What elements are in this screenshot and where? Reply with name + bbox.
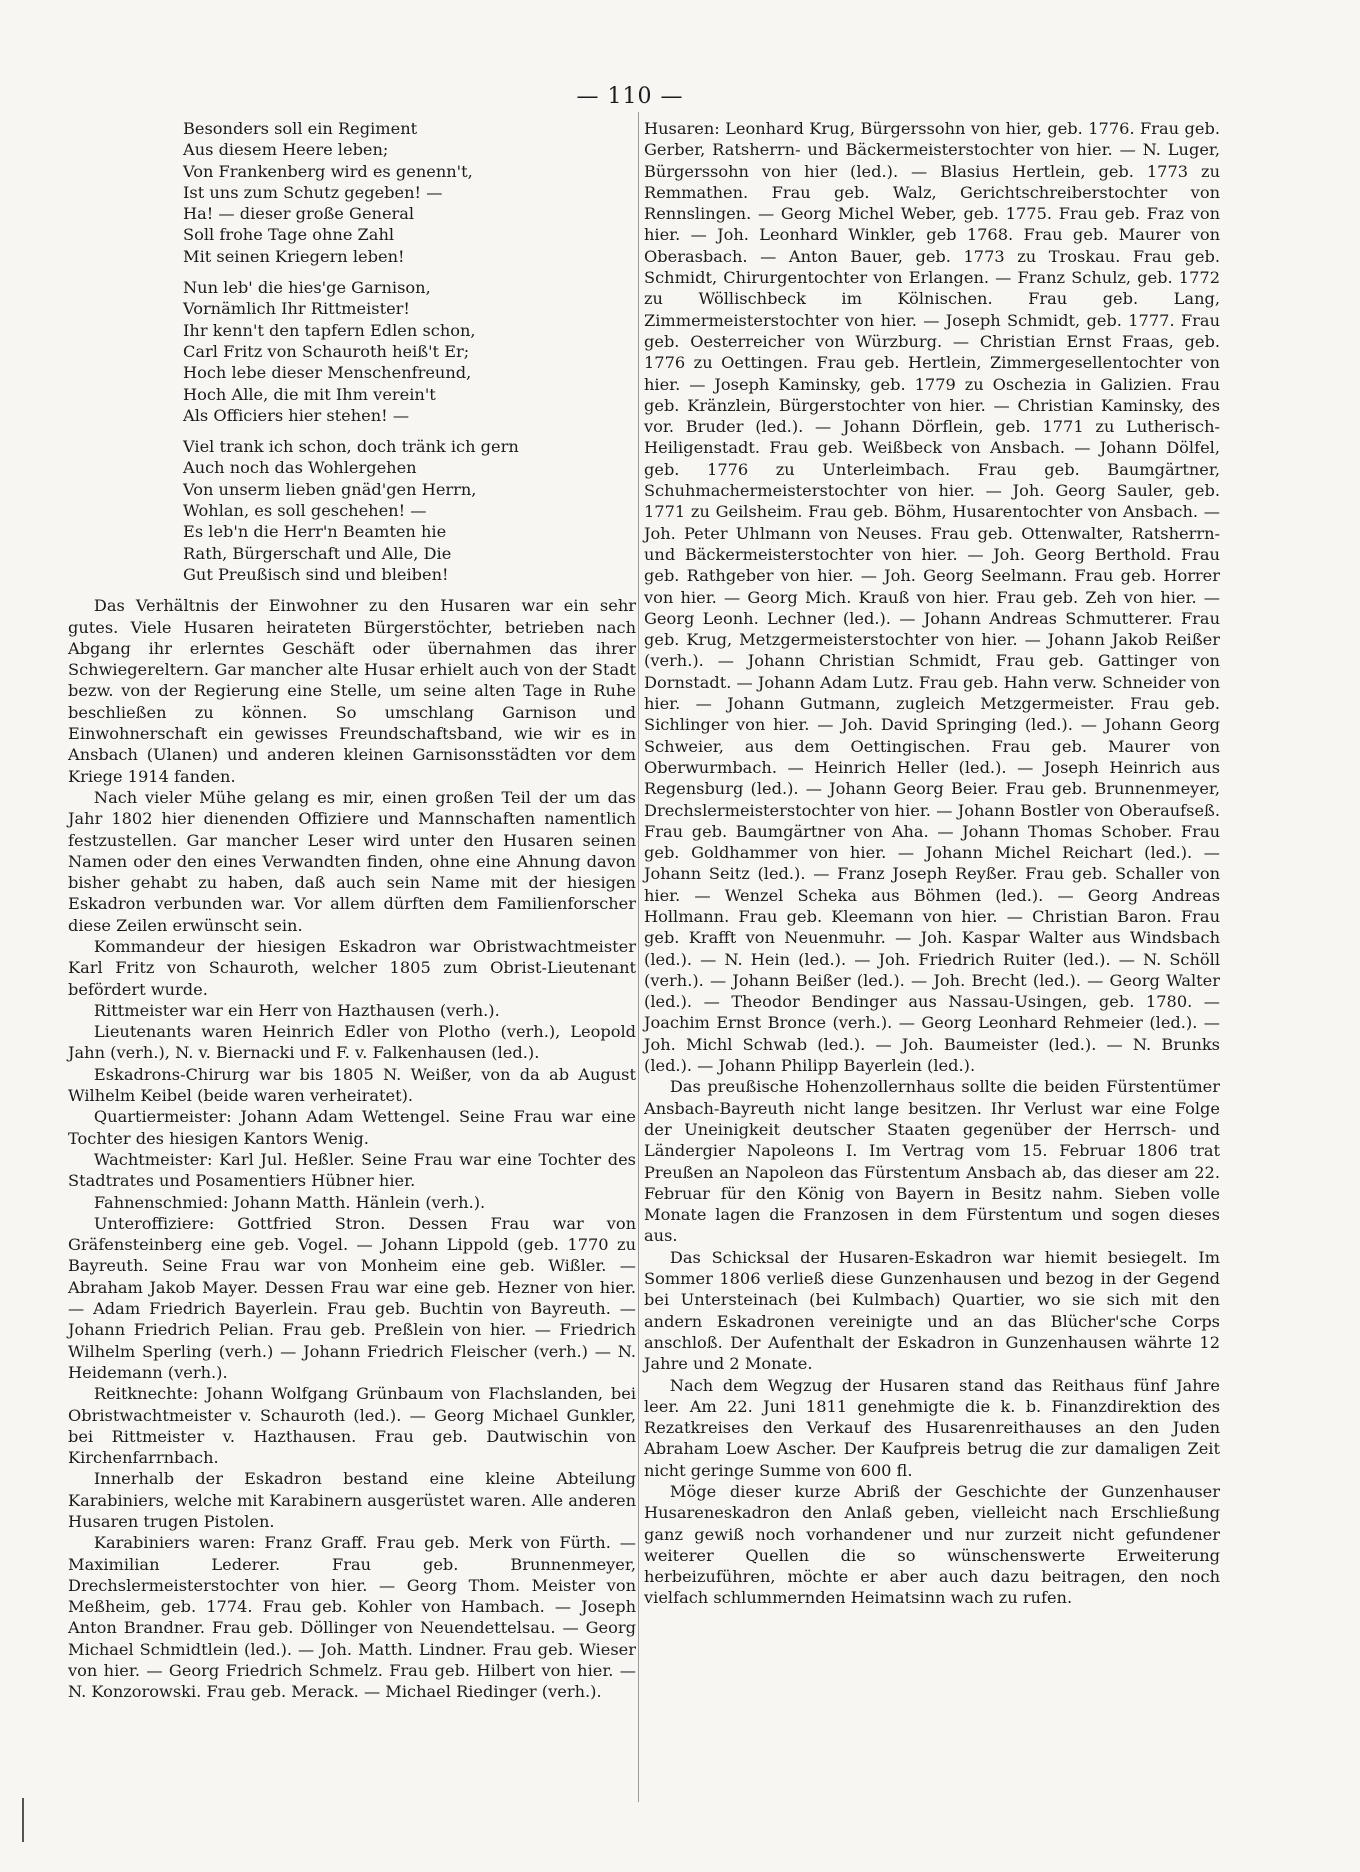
paragraph: Das preußische Hohenzollernhaus sollte die beiden Fürstentümer Ansbach-Bayreuth nicht lange besitzen. Ihr Verlust war eine Folge der Uneinigkeit deutscher Staaten gegenüber der Herrsch- und Ländergier Napoleons I. Im Vertrag vom 15. Februar 1806 trat Preußen an Napoleon das Fürstentum Ansbach ab, das dieser am 22. Februar für den König von Bayern in Besitz nahm. Sieben volle Monate lagen die Franzosen in dem Fürstentum und sogen dieses aus. xyxy=(644,1077,1220,1246)
poem-line: Ha! — dieser große General xyxy=(183,204,415,224)
poem-line: Gut Preußisch sind und bleiben! xyxy=(183,564,449,584)
poem-line: Soll frohe Tage ohne Zahl xyxy=(183,225,395,245)
paragraph: Wachtmeister: Karl Jul. Heßler. Seine Frau war eine Tochter des Stadtrates und Posamentiers Hübner hier. xyxy=(68,1149,636,1191)
paragraph: Husaren: Leonhard Krug, Bürgerssohn von hier, geb. 1776. Frau geb. Gerber, Ratsherrn- und Bäckermeisterstochter von hier. — N. Luger, Bürgerssohn von hier (led.). — Blasius Hertlein, geb. 1773 zu Remmathen. Frau geb. Walz, Gerichtschreiberstochter von Rennslingen. — Georg Michel Weber, geb. 1775. Frau geb. Fraz von hier. — Joh. Leonhard Winkler, geb 1768. Frau geb. Maurer von Oberasbach. — Anton Bauer, geb. 1773 zu Troskau. Frau geb. Schmidt, Chirurgentochter von Erlangen. — Franz Schulz, geb. 1772 zu Wöllischbeck im Kölnischen. Frau geb. Lang, Zimmermeisterstochter von hier. — Joseph Schmidt, geb. 1777. Frau geb. Oesterreicher von Würzburg. — Christian Ernst Fraas, geb. 1776 zu Oettingen. Frau geb. Hertlein, Zimmergesellentochter von hier. — Joseph Kaminsky, geb. 1779 zu Oschezia in Galizien. Frau geb. Kränzlein, Bürgerstochter von hier. — Christian Kaminsky, des vor. Bruder (led.). — Johann Dörflein, geb. 1771 zu Lutherisch-Heiligenstadt. Frau geb. Weißbeck von Ansbach. — Johann Dölfel, geb. 1776 zu Unterleimbach. Frau geb. Baumgärtner, Schuhmachermeisterstochter von hier. — Joh. Georg Sauler, geb. 1771 zu Geilsheim. Frau geb. Böhm, Husarentochter von Ansbach. — Joh. Peter Uhlmann von Neuses. Frau geb. Ottenwalter, Ratsherrn- und Bäckermeisterstochter von hier. — Joh. Georg Berthold. Frau geb. Rathgeber von hier. — Joh. Georg Seelmann. Frau geb. Horrer von hier. — Georg Mich. Krauß von hier. Frau geb. Zeh von hier. — Georg Leonh. Lechner (led.). — Johann Andreas Schmutterer. Frau geb. Krug, Metzgermeisterstochter von hier. — Johann Jakob Reißer (verh.). — Johann Christian Schmidt, Frau geb. Gattinger von Dornstadt. — Johann Adam Lutz. Frau geb. Hahn verw. Schneider von hier. — Johann Gutmann, zugleich Metzgermeister. Frau geb. Sichlinger von hier. — Joh. David Springing (led.). — Johann Georg Schweier, aus dem Oettingischen. Frau geb. Maurer von Oberwurmbach. — Heinrich Heller (led.). — Joseph Heinrich aus Regensburg (led.). — Johann Georg Beier. Frau geb. Brunnenmeyer, Drechslermeisterstochter von hier. — Johann Bostler von Oberaufseß. Frau geb. Baumgärtner von Aha. — Johann Thomas Schober. Frau geb. Goldhammer von hier. — Johann Michel Reichart (led.). — Johann Seitz (led.). — Franz Joseph Reyßer. Frau geb. Schaller von hier. — Wenzel Scheka aus Böhmen (led.). — Georg Andreas Hollmann. Frau geb. Kleemann von hier. — Christian Baron. Frau geb. Krafft von Neuenmuhr. — Joh. Kaspar Walter aus Windsbach (led.). — N. Hein (led.). — Joh. Friedrich Ruiter (led.). — N. Schöll (verh.). — Johann Beißer (led.). — Joh. Brecht (led.). — Georg Walter (led.). — Theodor Bendinger aus Nassau-Usingen, geb. 1780. — Joachim Ernst Bronce (verh.). — Georg Leonhard Rehmeier (led.). — Joh. Michl Schwab (led.). — Joh. Baumeister (led.). — N. Brunks (led.). — Johann Philipp Bayerlein (led.). xyxy=(644,119,1220,1076)
left-column xyxy=(68,118,636,1703)
paragraph: Kommandeur der hiesigen Eskadron war Obristwachtmeister Karl Fritz von Schauroth, welcher 1805 zum Obrist-Lieutenant befördert wurde. xyxy=(68,936,636,999)
paragraph: Quartiermeister: Johann Adam Wettengel. Seine Frau war eine Tochter des hiesigen Kantors Wenig. xyxy=(68,1107,636,1148)
paragraph: Lieutenants waren Heinrich Edler von Plotho (verh.), Leopold Jahn (verh.), N. v. Biernacki und F. v. Falkenhausen (led.). xyxy=(68,1022,636,1063)
poem-line: Viel trank ich schon, doch tränk ich gern xyxy=(183,437,519,457)
paragraph: Das Verhältnis der Einwohner zu den Husaren war ein sehr gutes. Viele Husaren heirateten Bürgerstöchter, betrieben nach Abgang ihr erlerntes Geschäft oder übernahmen das ihrer Schwiegereltern. Gar mancher alte Husar erhielt auch von der Stadt bezw. von der Regierung eine Stelle, um seine alten Tage in Ruhe beschließen zu können. So umschlang Garnison und Einwohnerschaft ein gewisses Freundschaftsband, wie wir es in Ansbach (Ulanen) und anderen kleinen Garnisonsstädten vor dem Kriege 1914 fanden. xyxy=(68,596,636,786)
poem-line: Ihr kenn't den tapfern Edlen schon, xyxy=(183,320,476,340)
poem-line: Rath, Bürgerschaft und Alle, Die xyxy=(183,543,452,563)
poem-line: Besonders soll ein Regiment xyxy=(183,119,418,138)
paragraph: Karabiniers waren: Franz Graff. Frau geb. Merk von Fürth. — Maximilian Lederer. Frau geb. Brunnenmeyer, Drechslermeisterstochter von hier. — Georg Thom. Meister von Meßheim, geb. 1774. Frau geb. Kohler von Hambach. — Joseph Anton Brandner. Frau geb. Döllinger von Neuendettelsau. — Georg Michael Schmidtlein (led.). — Joh. Matth. Lindner. Frau geb. Wieser von hier. — Georg Friedrich Schmelz. Frau geb. Hilbert von hier. — N. Konzorowski. Frau geb. Merack. — Michael Riedinger (verh.). xyxy=(68,1533,636,1702)
page-number: — 110 — xyxy=(576,84,684,109)
paragraph: Das Schicksal der Husaren-Eskadron war hiemit besiegelt. Im Sommer 1806 verließ diese Gunzenhausen und bezog in der Gegend bei Untersteinach (bei Kulmbach) Quartier, wo sie sich mit den andern Eskadronen vereinigte und an das Blücher'sche Corps anschloß. Der Aufenthalt der Eskadron in Gunzenhausen währte 12 Jahre und 2 Monate. xyxy=(644,1247,1220,1374)
poem-line: Mit seinen Kriegern leben! xyxy=(183,246,405,266)
poem-line: Als Officiers hier stehen! — xyxy=(183,405,410,425)
poem-stanza xyxy=(183,118,636,267)
poem-line: Es leb'n die Herr'n Beamten hie xyxy=(183,522,447,542)
poem-line: Wohlan, es soll geschehen! — xyxy=(183,501,427,521)
poem-line: Ist uns zum Schutz gegeben! — xyxy=(183,182,443,202)
poem xyxy=(183,118,636,585)
paragraph: Nach dem Wegzug der Husaren stand das Reithaus fünf Jahre leer. Am 22. Juni 1811 genehmigte die k. b. Finanzdirektion des Rezatkreises den Verkauf des Husarenreithauses an den Juden Abraham Loew Ascher. Der Kaufpreis betrug die zur damaligen Zeit nicht geringe Summe von 600 fl. xyxy=(644,1375,1220,1480)
poem-line: Hoch lebe dieser Menschenfreund, xyxy=(183,363,472,383)
right-column xyxy=(644,118,1220,1609)
poem-line: Auch noch das Wohlergehen xyxy=(183,458,417,478)
poem-stanza xyxy=(183,436,636,585)
poem-line: Aus diesem Heere leben; xyxy=(183,140,389,160)
poem-line: Nun leb' die hies'ge Garnison, xyxy=(183,278,431,298)
paragraph: Innerhalb der Eskadron bestand eine kleine Abteilung Karabiniers, welche mit Karabinern ausgerüstet waren. Alle anderen Husaren trugen Pistolen. xyxy=(68,1469,636,1531)
poem-line: Von unserm lieben gnäd'gen Herrn, xyxy=(183,479,477,499)
poem-stanza xyxy=(183,277,636,426)
paragraph: Nach vieler Mühe gelang es mir, einen großen Teil der um das Jahr 1802 hier dienenden Offiziere und Mannschaften namentlich festzustellen. Gar mancher Leser wird unter den Husaren seinen Namen oder den eines Verwandten finden, ohne eine Ahnung davon bisher gehabt zu haben, daß auch sein Name mit der hiesigen Eskadron verbunden war. Vor allem dürften dem Familienforscher diese Zeilen erwünscht sein. xyxy=(68,787,636,935)
poem-line: Von Frankenberg wird es genenn't, xyxy=(183,161,473,181)
scan-edge-mark xyxy=(22,1798,24,1842)
poem-line: Carl Fritz von Schauroth heiß't Er; xyxy=(183,341,470,361)
paragraph: Möge dieser kurze Abriß der Geschichte der Gunzenhauser Husareneskadron den Anlaß geben, vielleicht nach Erschließung ganz gewiß noch vorhandener und nur zurzeit nicht gefundener weiterer Quellen die so wünschenswerte Erweiterung herbeizuführen, möchte er aber auch dazu beitragen, den noch vielfach schlummernden Heimatsinn wach zu rufen. xyxy=(644,1482,1220,1608)
poem-line: Hoch Alle, die mit Ihm verein't xyxy=(183,384,436,404)
poem-line: Vornämlich Ihr Rittmeister! xyxy=(183,299,410,319)
column-divider xyxy=(638,112,639,1802)
paragraph: Reitknechte: Johann Wolfgang Grünbaum von Flachslanden, bei Obristwachtmeister v. Schauroth (led.). — Georg Michael Gunkler, bei Rittmeister v. Hazthausen. Frau geb. Dautwischin von Kirchenfarrnbach. xyxy=(68,1384,636,1468)
paragraph: Eskadrons-Chirurg war bis 1805 N. Weißer, von da ab August Wilhelm Keibel (beide waren verheiratet). xyxy=(68,1064,636,1106)
paragraph: Unteroffiziere: Gottfried Stron. Dessen Frau war von Gräfensteinberg eine geb. Vogel. — Johann Lippold (geb. 1770 zu Bayreuth. Seine Frau war von Monheim eine geb. Wißler. — Abraham Jakob Mayer. Dessen Frau war eine geb. Hezner von hier. — Adam Friedrich Bayerlein. Frau geb. Buchtin von Bayreuth. — Johann Friedrich Pelian. Frau geb. Preßlein von hier. — Friedrich Wilhelm Sperling (verh.) — Johann Friedrich Fleischer (verh.) — N. Heidemann (verh.). xyxy=(68,1213,636,1382)
paragraph: Fahnenschmied: Johann Matth. Hänlein (verh.). xyxy=(93,1192,486,1212)
paragraph: Rittmeister war ein Herr von Hazthausen (verh.). xyxy=(93,1000,500,1020)
